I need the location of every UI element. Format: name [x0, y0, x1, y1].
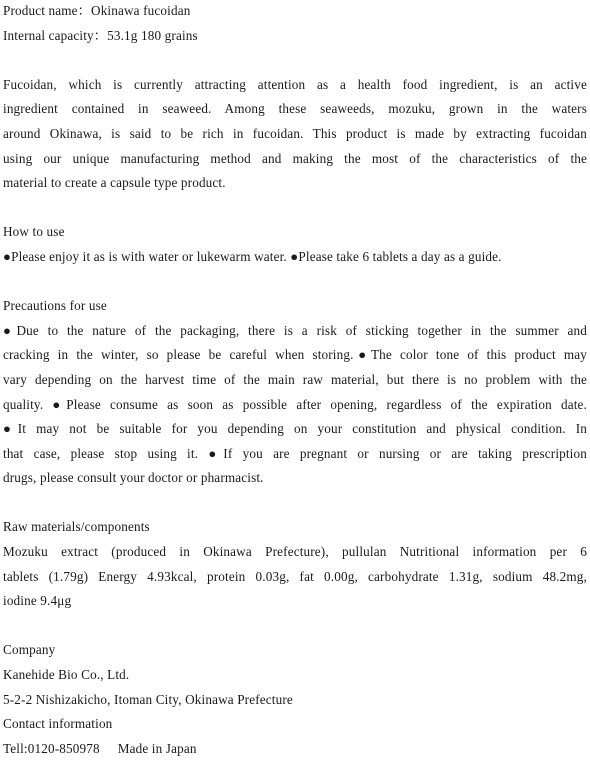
raw-materials-paragraph	[3, 540, 587, 614]
raw-materials-heading: Raw materials/components	[3, 519, 150, 535]
product-info-document	[3, 0, 587, 761]
company-heading: Company	[3, 642, 56, 658]
raw-materials-line: Mozuku extract (produced in Okinawa Prefecture), pullulan Nutritional information per 6	[3, 544, 587, 560]
tel-number: Tell:0120-850978	[3, 740, 100, 756]
company-name: Kanehide Bio Co., Ltd.	[3, 667, 130, 683]
contact-heading: Contact information	[3, 716, 113, 732]
precautions-paragraph	[3, 319, 587, 491]
description-line: using our unique manufacturing method and making the most of the characteristics of the	[3, 150, 587, 166]
precaution-line: drugs, please consult your doctor or pharmacist.	[3, 470, 264, 486]
origin-label: Made in Japan	[117, 740, 197, 756]
raw-materials-line: tablets (1.79g) Energy 4.93kcal, protein 0.03g, fat 0.00g, carbohydrate 1.31g, sodium 48.2mg,	[3, 568, 587, 584]
precaution-line: cracking in the winter, so please be careful when storing.●The color tone of this product may	[3, 347, 587, 363]
description-paragraph	[3, 73, 587, 196]
description-line: around Okinawa, is said to be rich in fucoidan. This product is made by extracting fucoidan	[3, 125, 587, 141]
precaution-line: vary depending on the harvest time of the main raw material, but there is no problem with the	[3, 371, 587, 387]
product-name-line: Product name：Okinawa fucoidan	[3, 3, 191, 18]
company-address: 5-2-2 Nishizakicho, Itoman City, Okinawa Prefecture	[3, 691, 293, 707]
internal-capacity-line: Internal capacity：53.1g 180 grains	[3, 27, 198, 43]
description-line: Fucoidan, which is currently attracting attention as a health food ingredient, is an active	[3, 76, 587, 92]
precaution-line: quality. ●Please consume as soon as possible after opening, regardless of the expiration date.	[3, 396, 587, 412]
precautions-heading: Precautions for use	[3, 298, 107, 314]
precaution-line: ●It may not be suitable for you depending on your constitution and physical condition. In	[3, 421, 587, 437]
raw-materials-line: iodine 9.4μg	[3, 593, 72, 609]
how-to-use-line: ●Please enjoy it as is with water or lukewarm water. ●Please take 6 tablets a day as a guide.	[3, 248, 502, 264]
how-to-use-heading: How to use	[3, 224, 65, 240]
description-line: material to create a capsule type product.	[3, 175, 226, 191]
precaution-line: ●Due to the nature of the packaging, there is a risk of sticking together in the summer and	[3, 322, 587, 338]
description-line: ingredient contained in seaweed. Among these seaweeds, mozuku, grown in the waters	[3, 101, 587, 117]
contact-line	[3, 737, 587, 762]
precaution-line: that case, please stop using it. ●If you are pregnant or nursing or are taking prescription	[3, 445, 587, 461]
